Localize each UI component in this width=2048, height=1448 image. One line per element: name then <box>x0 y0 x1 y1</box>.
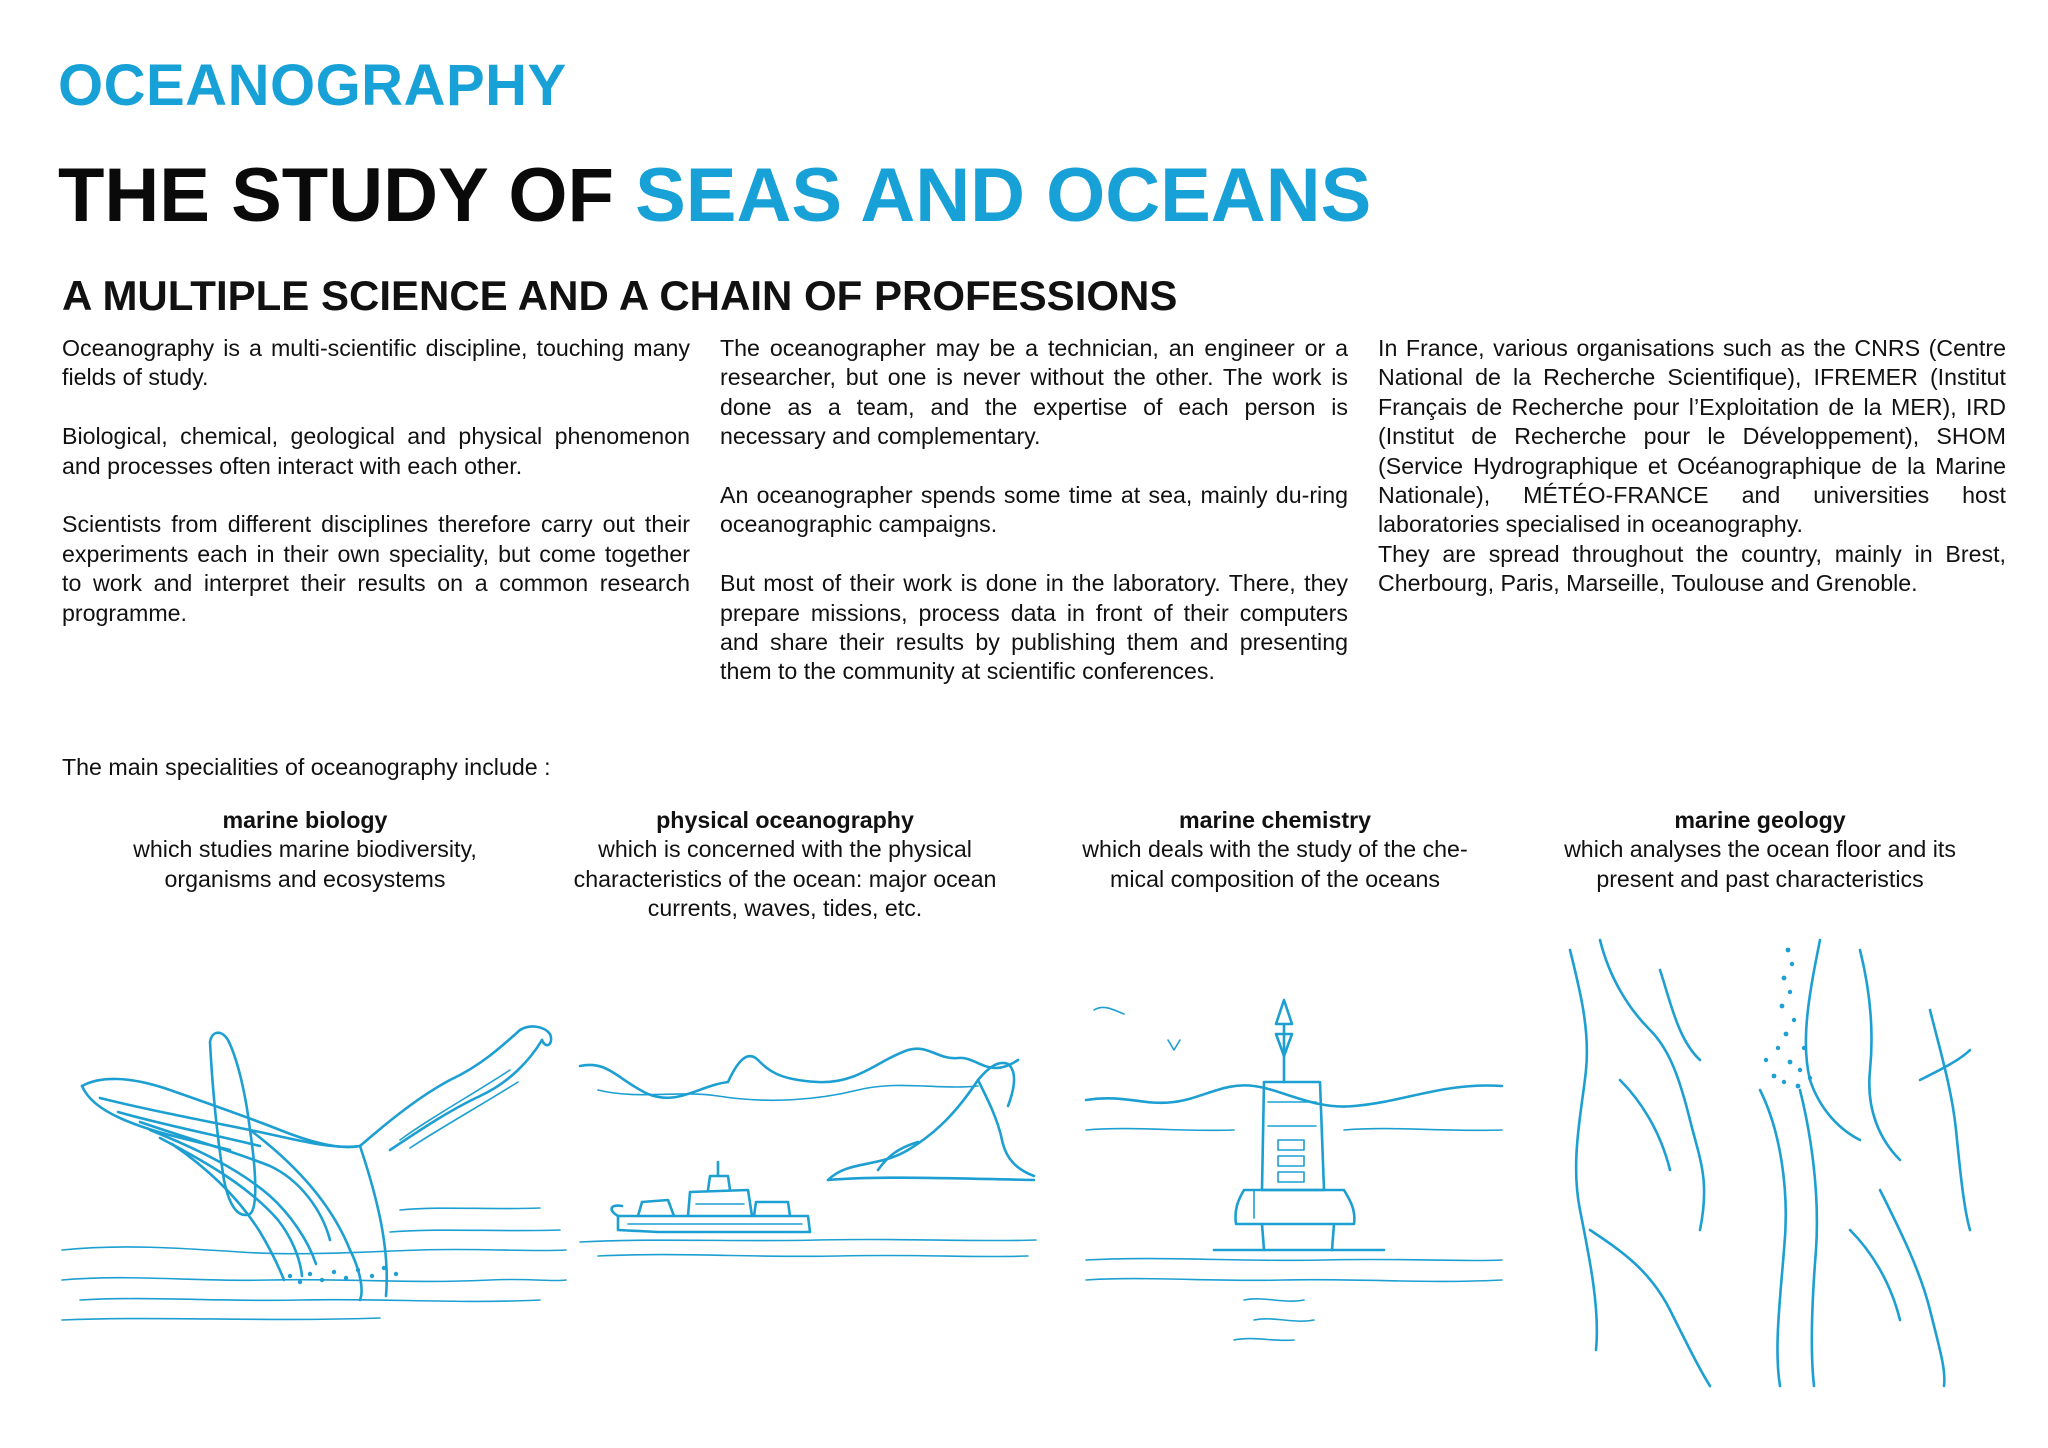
page-subtitle: A MULTIPLE SCIENCE AND A CHAIN OF PROFESSIONS <box>62 272 1178 319</box>
paragraph: An oceanographer spends some time at sea, mainly du-ring oceanographic campaigns. <box>720 482 1348 538</box>
page-title <box>58 152 1371 239</box>
seafloor-vent-illustration-icon <box>1560 930 1980 1390</box>
speciality-description: which studies marine biodiversity, organisms and ecosystems <box>133 836 477 892</box>
speciality-name: marine chemistry <box>1178 807 1372 833</box>
text-column-2 <box>720 334 1348 716</box>
paragraph: Biological, chemical, geological and physical phenomenon and processes often interact with each other. <box>62 423 690 479</box>
text-column-3 <box>1378 334 2006 628</box>
speciality-physical-oceanography <box>570 806 1000 924</box>
specialities-intro: The main specialities of oceanography include : <box>62 754 551 780</box>
paragraph: They are spread throughout the country, mainly in Brest, Cherbourg, Paris, Marseille, Toulouse and Grenoble. <box>1378 540 2006 597</box>
whale-illustration-icon <box>60 1000 570 1330</box>
title-prefix: THE STUDY OF <box>58 153 636 238</box>
speciality-marine-chemistry <box>1060 806 1490 894</box>
paragraph: The oceanographer may be a technician, an engineer or a researcher, but one is never without the other. The work is done as a team, and the expertise of each person is necessary and complementary. <box>720 335 1348 450</box>
speciality-name: physical oceanography <box>656 807 914 833</box>
ship-iceberg-illustration-icon <box>578 1020 1038 1270</box>
speciality-name: marine biology <box>222 807 388 833</box>
speciality-description: which deals with the study of the che-mical composition of the oceans <box>1082 836 1468 892</box>
speciality-name: marine geology <box>1674 807 1846 833</box>
speciality-description: which is concerned with the physical characteristics of the ocean: major ocean currents, waves, tides, etc. <box>573 836 997 922</box>
paragraph: Oceanography is a multi-scientific discipline, touching many fields of study. <box>62 335 690 391</box>
speciality-marine-geology <box>1540 806 1980 894</box>
paragraph: In France, various organisations such as the CNRS (Centre National de la Recherche Scientifique), IFREMER (Institut Français de Recherche pour l’Exploitation de la MER), IRD (Institut de Recherche pour le Développement), SHOM (Service Hydrographique et Océanographique de la Marine Nationale), MÉTÉO-FRANCE and universities host laboratories specialised in oceanography. <box>1378 335 2006 538</box>
buoy-beacon-illustration-icon <box>1084 990 1504 1350</box>
text-column-1 <box>62 334 690 657</box>
paragraph: But most of their work is done in the laboratory. There, they prepare missions, process data in front of their computers and share their results by publishing them and presenting them to the community at scientific conferences. <box>720 570 1348 685</box>
speciality-description: which analyses the ocean floor and its present and past characteristics <box>1564 836 1956 892</box>
speciality-marine-biology <box>100 806 510 894</box>
section-kicker: OCEANOGRAPHY <box>58 53 567 118</box>
paragraph: Scientists from different disciplines therefore carry out their experiments each in their own speciality, but come together to work and interpret their results on a common research programme. <box>62 511 690 626</box>
title-accent: SEAS AND OCEANS <box>635 153 1372 238</box>
